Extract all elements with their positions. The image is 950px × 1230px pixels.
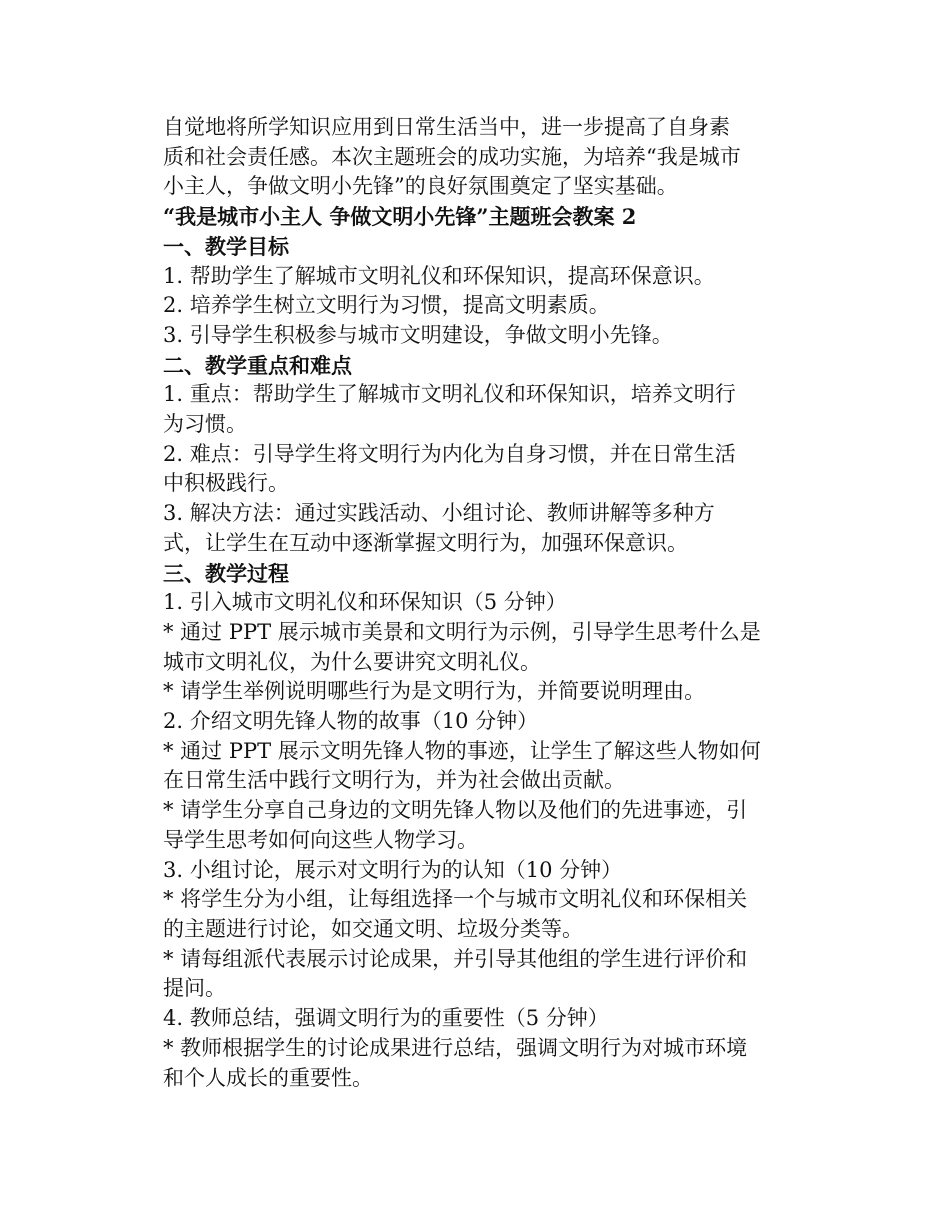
body-text-line: 质和社会责任感。本次主题班会的成功实施，为培养“我是城市 [163,144,741,169]
bullet-item: * 请每组派代表展示讨论成果，并引导其他组的学生进行评价和 [163,946,748,971]
bullet-item: * 通过 PPT 展示城市美景和文明行为示例，引导学生思考什么是 [163,619,761,644]
list-item: 2. 介绍文明先锋人物的故事（10 分钟） [163,709,539,734]
bullet-item-continuation: 在日常生活中践行文明行为，并为社会做出贡献。 [163,768,625,793]
list-item: 1. 重点：帮助学生了解城市文明礼仪和环保知识，培养文明行 [163,382,736,407]
section-heading-key-points: 二、教学重点和难点 [163,352,352,378]
list-item: 2. 培养学生树立文明行为习惯，提高文明素质。 [163,293,610,318]
bullet-item-continuation: 城市文明礼仪，为什么要讲究文明礼仪。 [163,649,541,674]
list-item: 1. 引入城市文明礼仪和环保知识（5 分钟） [163,590,567,615]
list-item-continuation: 式，让学生在互动中逐渐掌握文明行为，加强环保意识。 [163,530,688,555]
body-text-line: 自觉地将所学知识应用到日常生活当中，进一步提高了自身素 [163,115,730,139]
list-item: 2. 难点：引导学生将文明行为内化为自身习惯，并在日常生活 [163,441,736,466]
document-title: “我是城市小主人 争做文明小先锋”主题班会教案 2 [163,204,637,230]
bullet-item: * 通过 PPT 展示文明先锋人物的事迹，让学生了解这些人物如何 [163,738,761,763]
list-item: 4. 教师总结，强调文明行为的重要性（5 分钟） [163,1006,609,1031]
list-item: 3. 引导学生积极参与城市文明建设，争做文明小先锋。 [163,322,673,347]
bullet-item: * 请学生举例说明哪些行为是文明行为，并简要说明理由。 [163,679,706,704]
bullet-item: * 请学生分享自己身边的文明先锋人物以及他们的先进事迹，引 [163,798,748,823]
list-item: 3. 解决方法：通过实践活动、小组讨论、教师讲解等多种方 [163,501,715,526]
section-heading-process: 三、教学过程 [163,560,289,586]
list-item-continuation: 为习惯。 [163,412,247,437]
list-item-continuation: 中积极践行。 [163,471,289,496]
bullet-item-continuation: 和个人成长的重要性。 [163,1065,373,1090]
bullet-item-continuation: 提问。 [163,976,226,1001]
section-heading-objectives: 一、教学目标 [163,233,289,259]
document-page [163,113,803,1093]
bullet-item: * 教师根据学生的讨论成果进行总结，强调文明行为对城市环境 [163,1035,748,1060]
body-text-line: 小主人，争做文明小先锋”的良好氛围奠定了坚实基础。 [163,174,678,199]
bullet-item-continuation: 的主题进行讨论，如交通文明、垃圾分类等。 [163,916,583,941]
bullet-item: * 将学生分为小组，让每组选择一个与城市文明礼仪和环保相关 [163,887,748,912]
list-item: 3. 小组讨论，展示对文明行为的认知（10 分钟） [163,857,623,882]
bullet-item-continuation: 导学生思考如何向这些人物学习。 [163,827,478,852]
list-item: 1. 帮助学生了解城市文明礼仪和环保知识，提高环保意识。 [163,263,715,288]
